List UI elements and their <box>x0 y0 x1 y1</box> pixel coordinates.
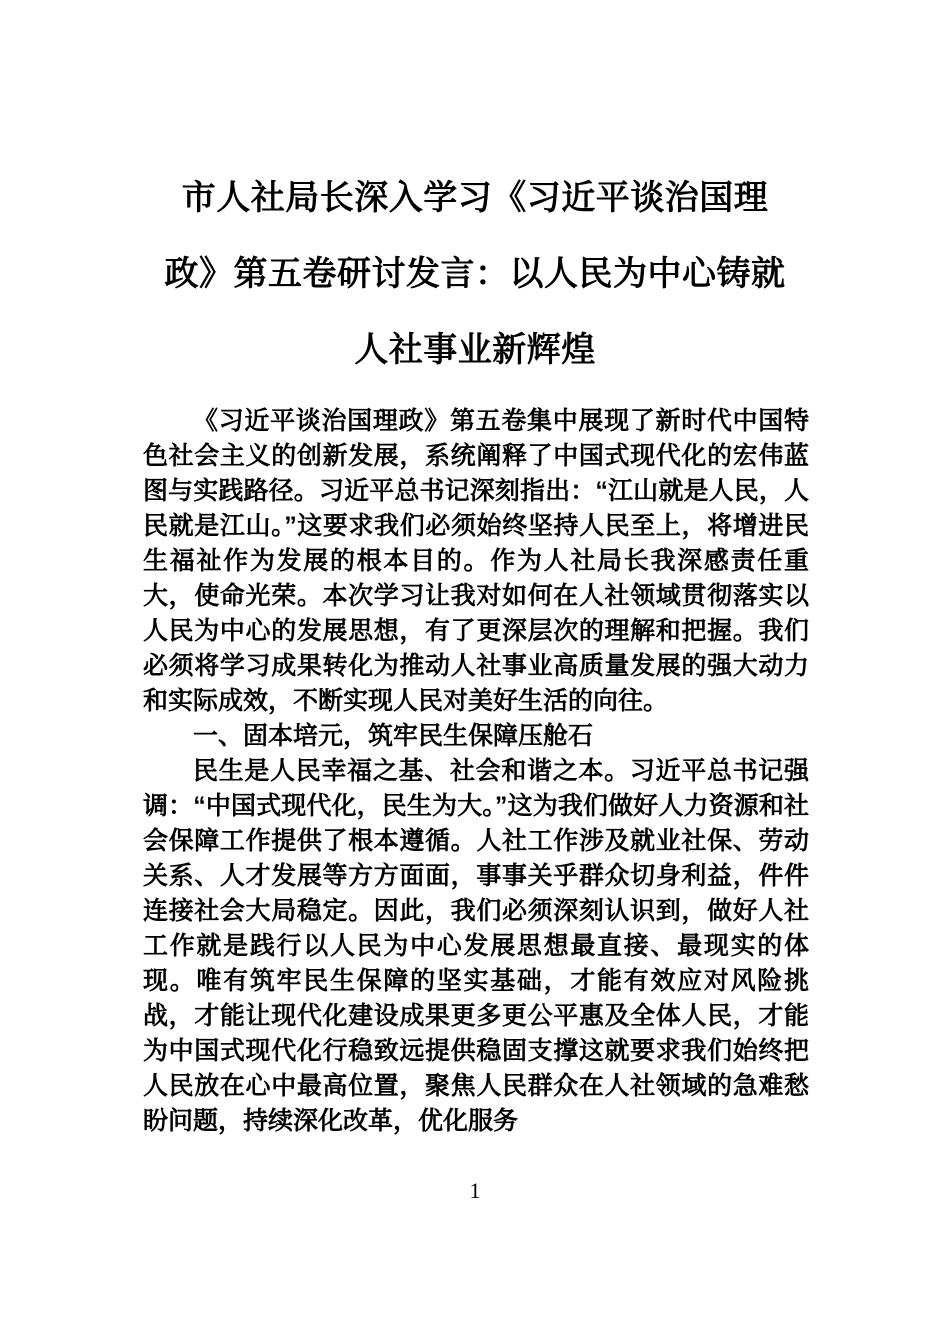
document-title <box>75 160 875 388</box>
paragraph: 民生是人民幸福之基、社会和谐之本。习近平总书记强调：“中国式现代化，民生为大。”这为我们做好人力资源和社会保障工作提供了根本遵循。人社工作涉及就业社保、劳动关系、人才发展等方方面面，事事关乎群众切身利益，件件连接社会大局稳定。因此，我们必须深刻认识到，做好人社工作就是践行以人民为中心发展思想最直接、最现实的体现。唯有筑牢民生保障的坚实基础，才能有效应对风险挑战，才能让现代化建设成果更多更公平惠及全体人民，才能为中国式现代化行稳致远提供稳固支撑这就要求我们始终把人民放在心中最高位置，聚焦人民群众在人社领域的急难愁盼问题，持续深化改革，优化服务 <box>143 757 809 1135</box>
title-line-3: 人社事业新辉煌 <box>354 331 596 369</box>
title-line-2: 政》第五卷研讨发言：以人民为中心铸就 <box>164 255 786 293</box>
title-line-1: 市人社局长深入学习《习近平谈治国理 <box>181 179 769 217</box>
paragraph: 《习近平谈治国理政》第五卷集中展现了新时代中国特色社会主义的创新发展，系统阐释了中国式现代化的宏伟蓝图与实践路径。习近平总书记深刻指出：“江山就是人民，人民就是江山。”这要求我们必须始终坚持人民至上，将增进民生福祉作为发展的根本目的。作为人社局长我深感责任重大，使命光荣。本次学习让我对如何在人社领域贯彻落实以人民为中心的发展思想，有了更深层次的理解和把握。我们必须将学习成果转化为推动人社事业高质量发展的强大动力和实际成效，不断实现人民对美好生活的向往。 <box>143 407 809 715</box>
document-body <box>143 404 809 1139</box>
page-number: 1 <box>469 1178 481 1203</box>
paragraph: 一、固本培元，筑牢民生保障压舱石 <box>193 722 594 750</box>
